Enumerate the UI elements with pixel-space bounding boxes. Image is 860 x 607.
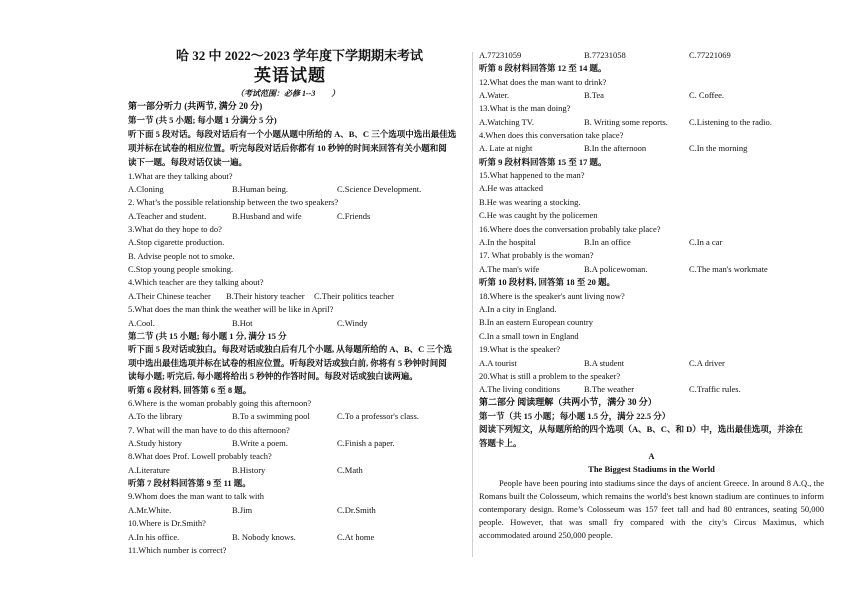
section2-instruction-3: 读每小题; 听完后, 每小题将给出 5 秒钟的作答时间。每段对话或独白读两遍。 <box>128 371 418 381</box>
option-b: B.Husband and wife <box>232 211 302 221</box>
part2-section1-heading: 第一节（共 15 小题；每小题 1.5 分，满分 22.5 分） <box>479 411 671 421</box>
option-b: B.Human being. <box>232 184 288 194</box>
question-stem: 2. What’s the possible relationship between the two speakers? <box>128 197 339 207</box>
option-a: A.Cool. <box>128 318 155 328</box>
option-a: A.A tourist <box>479 358 517 368</box>
option-a: A.Mr.White. <box>128 505 172 515</box>
option-b: B.Hot <box>232 318 253 328</box>
part2-instruction-2: 答题卡上。 <box>479 438 522 448</box>
section2-heading: 第二节 (共 15 小题; 每小题 1 分, 满分 15 分 <box>128 331 287 341</box>
option-c: C.77221069 <box>689 50 731 60</box>
option-a: A.In the hospital <box>479 237 536 247</box>
option-a: A.Teacher and student. <box>128 211 207 221</box>
option-a: A.In his office. <box>128 532 180 542</box>
option-c: C.A driver <box>689 358 725 368</box>
part1-heading: 第一部分听力 (共两节, 满分 20 分) <box>128 101 263 111</box>
option-b: B.The weather <box>584 384 635 394</box>
question-stem: 4.When does this conversation take place? <box>479 130 624 140</box>
section1-instruction-1: 听下面 5 段对话。每段对话后有一个小题从题中所给的 A、B、C 三个选项中选出最佳选 <box>128 129 457 139</box>
option-a: A.Watching TV. <box>479 117 534 127</box>
option-c: C.Traffic rules. <box>689 384 741 394</box>
option-a: A.77231059 <box>479 50 522 60</box>
question-stem: 19.What is the speaker? <box>479 344 561 354</box>
part2-heading: 第二部分 阅读理解（共两小节，满分 30 分） <box>479 397 657 407</box>
option-c: C.Dr.Smith <box>337 505 376 515</box>
option-c: C.Finish a paper. <box>337 438 395 448</box>
option-b: B.Jim <box>232 505 253 515</box>
option-b: B.He was wearing a stocking. <box>479 197 581 207</box>
question-stem: 4.Which teacher are they talking about? <box>128 277 264 287</box>
option-a: A.Stop cigarette production. <box>128 237 225 247</box>
question-stem: 18.Where is the speaker's aunt living now? <box>479 291 625 301</box>
passage-letter: A <box>648 451 655 461</box>
question-stem: 17. What probably is the woman? <box>479 250 594 260</box>
option-c: C.To a professor's class. <box>337 411 419 421</box>
option-b: B.A student <box>584 358 625 368</box>
option-a: A. Late at night <box>479 143 533 153</box>
option-c: C.Stop young people smoking. <box>128 264 234 274</box>
option-c: C.Math <box>337 465 363 475</box>
option-c: C.Windy <box>337 318 368 328</box>
option-c: C.He was caught by the policemen <box>479 210 598 220</box>
question-stem: 10.Where is Dr.Smith? <box>128 518 206 528</box>
option-a: A.Water. <box>479 90 509 100</box>
question-stem: 3.What do they hope to do? <box>128 224 222 234</box>
option-c: C.Science Development. <box>337 184 422 194</box>
option-c: C.In the morning <box>689 143 748 153</box>
material-10-heading: 听第 10 段材料, 回答第 18 至 20 题。 <box>479 277 616 287</box>
option-c: C.In a small town in England <box>479 331 579 341</box>
part2-instruction-1: 阅读下列短文，从每题所给的四个选项（A、B、C、和 D）中，选出最佳选项，并涂在 <box>479 424 803 434</box>
option-c: C.The man's workmate <box>689 264 768 274</box>
question-stem: 11.Which number is correct? <box>128 545 227 555</box>
option-a: A.Their Chinese teacher <box>128 291 211 301</box>
option-a: A.To the library <box>128 411 183 421</box>
question-stem: 1.What are they talking about? <box>128 171 233 181</box>
question-stem: 13.What is the man doing? <box>479 103 571 113</box>
option-c: C.Listening to the radio. <box>689 117 772 127</box>
question-stem: 8.What does Prof. Lowell probably teach? <box>128 451 272 461</box>
section2-instruction-2: 项中选出最佳选项并标在试卷的相应位置。听每段对话或独白前, 你将有 5 秒钟时间阅 <box>128 358 447 368</box>
option-b: B. Nobody knows. <box>232 532 296 542</box>
option-a: A.Cloning <box>128 184 164 194</box>
option-a: A.Study history <box>128 438 182 448</box>
option-a: A.Literature <box>128 465 170 475</box>
passage-paragraph: People have been pouring into stadiums since the days of ancient Greece. In around 8 A.Q., the Romans built the Colosseum, which remains the world's best known stadium are continues to inform contemporary design. Rome’s Colosseum was 157 feet tall and had 80 entrances, seating 50,000 people. However, that was small fry compared with the city’s Circus Maximus, which accommodated around 250,000 people. <box>479 478 824 540</box>
option-b: B.Their history teacher <box>226 291 305 301</box>
option-a: A.The man's wife <box>479 264 540 274</box>
question-stem: 15.What happened to the man? <box>479 170 585 180</box>
question-stem: 16.Where does the conversation probably take place? <box>479 224 661 234</box>
question-stem: 7. What will the man have to do this afternoon? <box>128 425 290 435</box>
option-a: A.The living conditions <box>479 384 560 394</box>
option-b: B.77231058 <box>584 50 626 60</box>
option-a: A.He was attacked <box>479 183 543 193</box>
option-c: C. Coffee. <box>689 90 725 100</box>
option-c: C.Their politics teacher <box>314 291 395 301</box>
option-b: B.History <box>232 465 266 475</box>
question-stem: 5.What does the man think the weather will be like in April? <box>128 304 334 314</box>
exam-title: 哈 32 中 2022～2023 学年度下学期期末考试 <box>176 48 424 63</box>
option-c: C.At home <box>337 532 375 542</box>
option-b: B.To a swimming pool <box>232 411 310 421</box>
option-b: B.In an office <box>584 237 631 247</box>
option-b: B.Tea <box>584 90 604 100</box>
section1-instruction-2: 项并标在试卷的相应位置。听完每段对话后你都有 10 秒钟的时间来回答有关小题和阅 <box>128 143 447 153</box>
material-9-heading: 听第 9 段材料回答第 15 至 17 题。 <box>479 157 607 167</box>
question-stem: 9.Whom does the man want to talk with <box>128 491 264 501</box>
option-a: A.In a city in England. <box>479 304 557 314</box>
subject-title: 英语试题 <box>254 66 326 85</box>
option-b: B. Advise people not to smoke. <box>128 251 235 261</box>
section1-instruction-3: 读下一题。每段对话仅读一遍。 <box>128 157 248 167</box>
option-c: C.Friends <box>337 211 371 221</box>
material-6-heading: 听第 6 段材料, 回答第 6 至 8 题。 <box>128 385 252 395</box>
section1-heading: 第一节 (共 5 小题; 每小题 1 分满分 5 分) <box>128 115 277 125</box>
passage-title: The Biggest Stadiums in the World <box>588 464 715 474</box>
exam-scope: （考试范围：必修 1--3 ） <box>236 89 340 98</box>
question-stem: 6.Where is the woman probably going this afternoon? <box>128 398 312 408</box>
section2-instruction-1: 听下面 5 段对话或独白。每段对话或独白后有几个小题, 从每题所给的 A、B、C 三个选 <box>128 344 452 354</box>
material-7-heading: 听第 7 段材料回答第 9 至 11 题。 <box>128 478 251 488</box>
option-b: B. Writing some reports. <box>584 117 668 127</box>
option-b: B.In an eastern European country <box>479 317 593 327</box>
option-b: B.A policewoman. <box>584 264 648 274</box>
question-stem: 12.What does the man want to drink? <box>479 77 607 87</box>
column-divider <box>472 52 473 557</box>
option-c: C.In a car <box>689 237 723 247</box>
question-stem: 20.What is still a problem to the speaker? <box>479 371 621 381</box>
option-b: B.In the afternoon <box>584 143 647 153</box>
option-b: B.Write a poem. <box>232 438 288 448</box>
material-8-heading: 听第 8 段材料回答第 12 至 14 题。 <box>479 63 607 73</box>
